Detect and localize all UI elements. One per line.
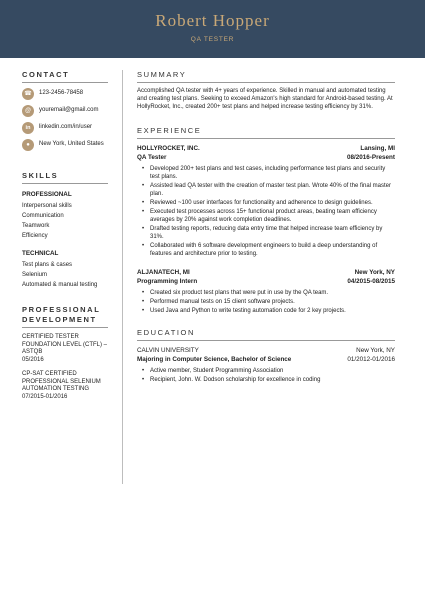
job-location: New York, NY: [354, 269, 395, 276]
candidate-name: Robert Hopper: [155, 11, 270, 30]
job-bullet: • Performed manual tests on 15 client software projects.: [137, 298, 395, 306]
job-header: [137, 269, 395, 278]
linkedin-icon: in: [22, 122, 34, 134]
skills-professional-list: [22, 201, 108, 241]
contact-location-text: New York, United States: [39, 141, 104, 147]
contact-email: [22, 105, 108, 117]
job-company: ALJANATECH, MI: [137, 269, 190, 276]
main-content: [137, 70, 395, 385]
education-header: [137, 347, 395, 356]
job-bullet: • Reviewed ~100 user interfaces for functionality and adherence to design guidelines.: [137, 199, 395, 207]
certification-date: 07/2015-01/2016: [22, 393, 68, 400]
job-bullets: [137, 165, 395, 258]
job-bullet: • Executed test processes across 15+ functional product areas, beating team efficiency averages by 20% against work completion deadlines.: [137, 208, 395, 224]
location-pin-icon: ●: [22, 139, 34, 151]
professional-development-section-title: PROFESSIONAL DEVELOPMENT: [22, 305, 108, 328]
certification-date: 05/2016: [22, 356, 44, 363]
job-subheader: [137, 154, 395, 163]
education-section-title: EDUCATION: [137, 328, 395, 341]
job-header: [137, 145, 395, 154]
education-entry: [137, 347, 395, 384]
summary-section-title: SUMMARY: [137, 70, 395, 83]
contact-linkedin-text: linkedin.com/in/user: [39, 124, 93, 130]
contact-section-title: CONTACT: [22, 70, 108, 83]
job-role: QA Tester: [137, 153, 167, 161]
skill-item: Selenium: [22, 272, 48, 278]
job-dates: 08/2016-Present: [347, 153, 395, 161]
job-role: Programming Intern: [137, 277, 198, 285]
job-bullet: • Assisted lead QA tester with the creation of master test plan. Wrote 40% of the final master plan.: [137, 182, 395, 198]
candidate-role: QA TESTER: [190, 36, 235, 43]
column-divider: [122, 70, 123, 484]
education-degree: Majoring in Computer Science, Bachelor of Science: [137, 355, 292, 363]
job-company: HOLLYROCKET, INC.: [137, 145, 200, 152]
skill-item: Test plans & cases: [22, 262, 73, 268]
contact-email-text: youremail@gmail.com: [39, 107, 99, 113]
contact-phone: [22, 88, 108, 100]
certification-item: [22, 334, 108, 364]
job-dates: 04/2015-08/2015: [347, 277, 395, 285]
job-subheader: [137, 278, 395, 287]
certification-name: CERTIFIED TESTER FOUNDATION LEVEL (CTFL) – ASTQB: [22, 334, 108, 355]
contact-phone-text: 123-2456-78458: [39, 90, 84, 96]
education-subheader: [137, 356, 395, 365]
education-bullet: • Active member, Student Programming Association: [137, 367, 395, 375]
skill-item: Efficiency: [22, 233, 48, 239]
education-school: CALVIN UNIVERSITY: [137, 347, 199, 354]
job-bullet: • Collaborated with 6 software development engineers to build a deep understanding of features and architecture prior to testing.: [137, 242, 395, 258]
summary-text: Accomplished QA tester with 4+ years of experience. Skilled in manual and automated testing and creating test plans. Seeking to exceed Amazon's high standard for Android-based testing. At HollyRocket, Inc., created 200+ test plans and helped increase testing efficiency by 31%.: [137, 88, 393, 110]
sidebar: [22, 70, 108, 401]
job-bullet: • Created six product test plans that were put in use by the QA team.: [137, 289, 395, 297]
experience-section-title: EXPERIENCE: [137, 126, 395, 139]
education-location: New York, NY: [356, 347, 395, 354]
education-bullet: • Recipient, John. W. Dodson scholarship for excellence in coding: [137, 376, 395, 384]
job-entry: [137, 145, 395, 258]
skill-item: Communication: [22, 213, 64, 219]
contact-list: [22, 88, 108, 151]
skills-group-label: TECHNICAL: [22, 250, 59, 257]
skill-item: Teamwork: [22, 223, 50, 229]
skill-item: Automated & manual testing: [22, 282, 98, 288]
email-icon: @: [22, 105, 34, 117]
skills-technical-list: [22, 260, 108, 290]
contact-linkedin: [22, 122, 108, 134]
job-bullets: [137, 289, 395, 315]
certification-name: CP-SAT CERTIFIED PROFESSIONAL SELENIUM AUTOMATION TESTING: [22, 371, 101, 392]
education-dates: 01/2012-01/2016: [347, 355, 395, 363]
job-bullet: • Used Java and Python to write testing automation code for 2 key projects.: [137, 307, 395, 315]
skills-section-title: SKILLS: [22, 171, 108, 184]
resume-header: [0, 0, 425, 58]
contact-location: [22, 139, 108, 151]
skills-group-label: PROFESSIONAL: [22, 191, 72, 198]
skill-item: Interpersonal skills: [22, 203, 72, 209]
job-location: Lansing, MI: [360, 145, 395, 152]
certification-item: [22, 371, 108, 401]
job-bullet: • Developed 200+ test plans and test cases, including performance test plans and security test plans.: [137, 165, 395, 181]
phone-icon: ☎: [22, 88, 34, 100]
job-entry: [137, 269, 395, 315]
job-bullet: • Drafted testing reports, reducing data entry time that helped increase team efficiency by 31%.: [137, 225, 395, 241]
education-bullets: [137, 367, 395, 384]
